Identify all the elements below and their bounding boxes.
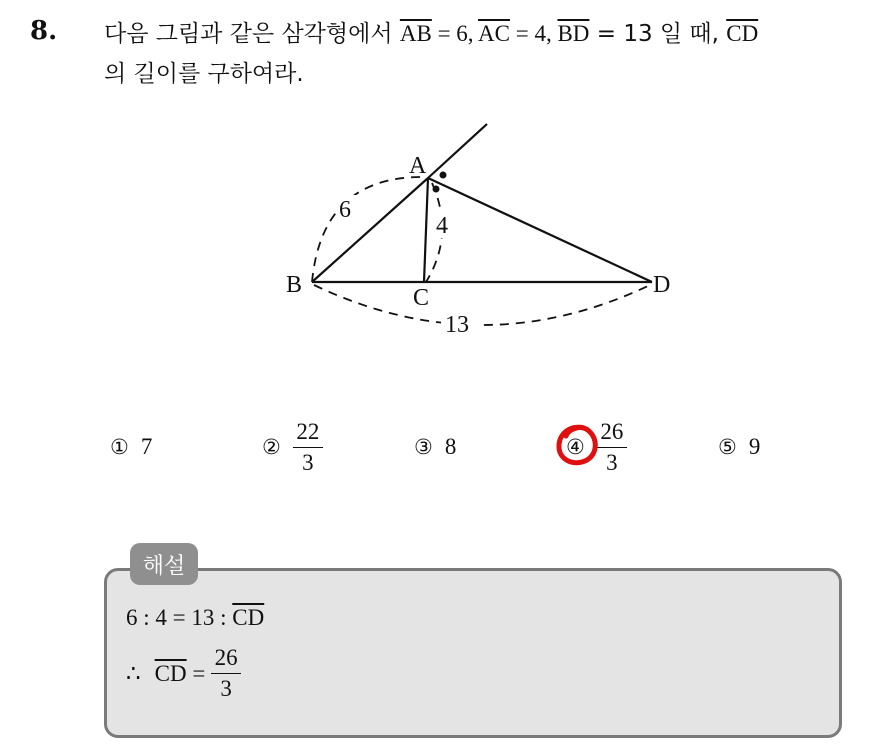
- label-a: A: [409, 153, 427, 179]
- label-b: B: [286, 272, 303, 298]
- solution-proportion: 6 : 4 = 13 :: [126, 605, 233, 630]
- choice-1-value: 7: [140, 434, 153, 459]
- choice-5-value: 9: [748, 434, 761, 459]
- choice-2-denominator: 3: [302, 449, 314, 475]
- solution-tab: 해설: [130, 543, 198, 585]
- length-bd: 13: [445, 312, 469, 338]
- arc-bd: [314, 285, 650, 325]
- angle-dot-outer: [440, 172, 447, 179]
- eq-ac: = 4,: [509, 21, 558, 46]
- choice-3[interactable]: [414, 412, 456, 482]
- solution-numerator: 26: [214, 645, 238, 670]
- side-ab: [312, 178, 428, 282]
- solution-result-segment: $\overline{CD}$: [154, 660, 187, 686]
- solution-line-2: [126, 645, 241, 702]
- choice-1[interactable]: [110, 412, 152, 482]
- triangle-figure: [270, 115, 690, 355]
- choice-2-number: ②: [262, 435, 281, 459]
- fraction-bar: [293, 447, 323, 448]
- question-line-2: 의 길이를 구하여라.: [104, 61, 304, 87]
- length-ab: 6: [339, 197, 351, 223]
- side-ad: [428, 178, 652, 282]
- answer-circle-mark: [554, 420, 604, 470]
- choice-5[interactable]: [718, 412, 760, 482]
- segment-ab: $\overline{AB}$: [399, 21, 432, 46]
- choice-3-number: ③: [414, 435, 433, 459]
- choice-1-number: ①: [110, 435, 129, 459]
- eq-ab: = 6,: [431, 21, 479, 46]
- bisector-ac: [424, 178, 428, 282]
- solution-line-1: [126, 605, 264, 631]
- segment-cd: $\overline{CD}$: [726, 21, 759, 46]
- length-ac: 4: [436, 213, 448, 239]
- segment-ac: $\overline{AC}$: [478, 21, 510, 46]
- solution-denominator: 3: [220, 676, 232, 701]
- fraction-bar: [211, 673, 241, 674]
- question-number: 8.: [30, 16, 58, 46]
- solution-answer-fraction: [211, 645, 241, 702]
- segment-bd: $\overline{BD}$: [557, 21, 590, 46]
- choice-4-numerator: 26: [600, 418, 624, 444]
- choice-2[interactable]: [262, 412, 323, 482]
- choice-4-denominator: 3: [606, 449, 618, 475]
- choice-4-number: ④: [566, 435, 585, 459]
- question-line-1: [104, 14, 864, 54]
- choice-5-number: ⑤: [718, 435, 737, 459]
- angle-dot-inner: [433, 186, 440, 193]
- choice-3-value: 8: [444, 434, 457, 459]
- solution-equals: =: [186, 660, 212, 686]
- solution-segment-cd: $\overline{CD}$: [232, 605, 265, 630]
- therefore-symbol: ∴: [126, 660, 141, 686]
- question-prefix: 다음 그림과 같은 삼각형에서: [104, 21, 400, 47]
- label-d: D: [653, 272, 671, 298]
- eq-bd: = 13 일 때,: [589, 21, 727, 47]
- choice-2-numerator: 22: [296, 418, 320, 444]
- choice-2-fraction: [293, 419, 323, 476]
- question-text: [104, 14, 864, 94]
- label-c: C: [413, 285, 430, 311]
- extension-line: [428, 124, 487, 178]
